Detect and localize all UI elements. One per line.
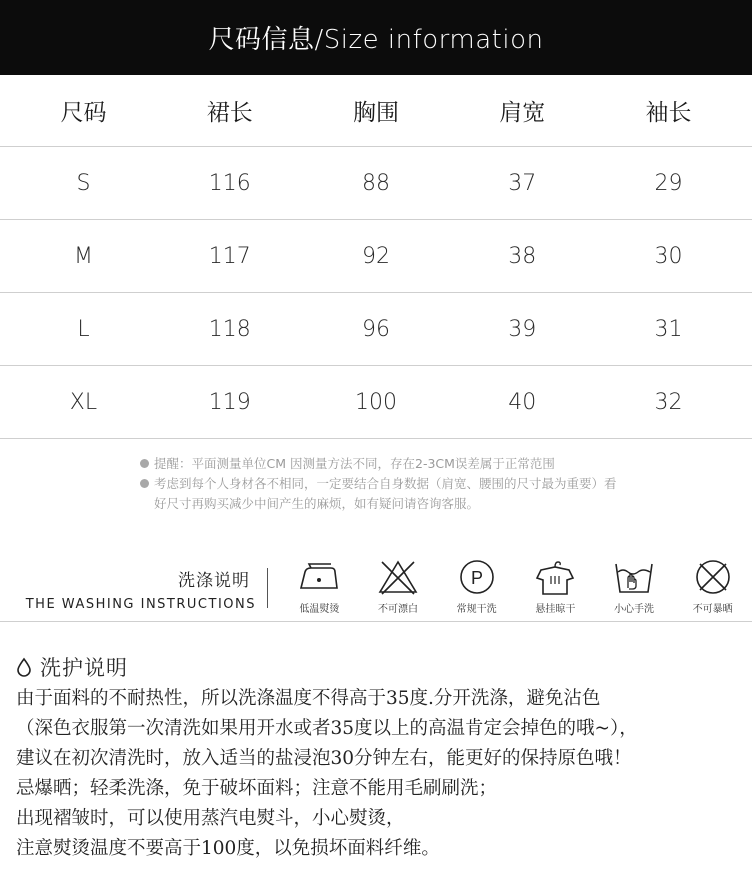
table-cell: 119 [208, 389, 251, 415]
care-line: （深色衣服第一次清洗如果用开水或者35度以上的高温肯定会掉色的哦~）， [16, 718, 638, 739]
care-instructions [16, 684, 746, 864]
note-text: 提醒：平面测量单位CM 因测量方法不同，存在2-3CM误差属于正常范围 [154, 456, 555, 471]
wash-symbol [280, 558, 359, 615]
table-cell: S [76, 170, 91, 196]
note-text: 考虑到每个人身材各不相同，一定要结合自身数据（肩宽、腰围的尺寸最为重要）看好尺寸再购买减少中间产生的麻烦，如有疑问请咨询客服。 [154, 476, 617, 511]
table-cell: 32 [654, 389, 683, 415]
svg-text:P: P [470, 568, 483, 588]
table-cell: 88 [361, 170, 390, 196]
column-header: 裙长 [206, 100, 253, 126]
care-line: 出现褶皱时，可以使用蒸汽电熨斗，小心熨烫， [16, 808, 405, 829]
care-line: 由于面料的不耐热性，所以洗涤温度不得高于35度.分开洗涤，避免沾色 [16, 688, 601, 709]
column-header: 肩宽 [499, 100, 546, 126]
table-row [0, 220, 752, 293]
table-cell: 37 [508, 170, 537, 196]
no-bleach-icon [376, 558, 420, 596]
column-header: 胸围 [352, 100, 399, 126]
wash-symbol-label: 悬挂晾干 [535, 604, 576, 615]
table-row [0, 366, 752, 439]
note-item [140, 454, 620, 474]
size-table [0, 75, 752, 439]
section-divider [0, 621, 752, 622]
wash-symbol-label: 不可暴晒 [692, 604, 733, 615]
table-cell: 117 [208, 243, 251, 269]
iron-low-temp-icon [297, 558, 341, 596]
table-cell: 38 [508, 243, 537, 269]
care-line: 建议在初次清洗时，放入适当的盐浸泡30分钟左右，能更好的保持原色哦！ [16, 748, 632, 769]
wash-symbol-label: 低温熨烫 [299, 604, 340, 615]
table-cell: 96 [361, 316, 390, 342]
washing-title-en: THE WASHING INSTRUCTIONS [25, 597, 256, 612]
wash-symbol-label: 小心手洗 [614, 604, 655, 615]
measurement-notes [140, 454, 620, 514]
table-cell: 40 [508, 389, 537, 415]
column-header: 尺码 [60, 100, 107, 126]
bullet-icon [140, 474, 154, 514]
wash-symbol [595, 558, 674, 615]
vertical-divider [267, 568, 268, 608]
header-title: 尺码信息/Size information [208, 25, 544, 55]
washing-icons [280, 558, 752, 615]
hand-wash-icon [612, 558, 656, 596]
table-header-row [0, 75, 752, 147]
washing-title [12, 566, 256, 612]
care-line: 注意熨烫温度不要高于100度，以免损坏面料纤维。 [16, 838, 440, 859]
table-cell: 100 [354, 389, 397, 415]
table-cell: M [73, 243, 93, 269]
care-heading [16, 652, 128, 682]
wash-symbol [516, 558, 595, 615]
table-row [0, 293, 752, 366]
table-cell: 116 [208, 170, 251, 196]
wash-symbol-label: 不可漂白 [378, 604, 418, 615]
table-cell: 30 [654, 243, 683, 269]
care-line: 忌爆晒；轻柔洗涤，免于破坏面料；注意不能用毛刷刷洗； [16, 778, 498, 799]
column-header: 袖长 [645, 100, 692, 126]
header-banner [0, 0, 752, 75]
wash-symbol [673, 558, 752, 615]
hang-dry-shade-icon [533, 558, 577, 596]
wash-symbol-label: 常规干洗 [456, 604, 497, 615]
table-cell: 39 [508, 316, 537, 342]
dry-clean-p-icon [455, 558, 499, 596]
table-cell: 31 [654, 316, 683, 342]
table-cell: 29 [654, 170, 683, 196]
no-tumble-dry-icon [691, 558, 735, 596]
bullet-icon [140, 454, 154, 474]
water-drop-icon [16, 657, 32, 677]
table-cell: XL [69, 389, 98, 415]
washing-title-cn: 洗涤说明 [178, 571, 250, 591]
wash-symbol [437, 558, 516, 615]
table-cell: 118 [208, 316, 251, 342]
table-cell: 92 [361, 243, 390, 269]
note-item [140, 474, 620, 514]
table-row [0, 147, 752, 220]
wash-symbol [359, 558, 438, 615]
care-title: 洗护说明 [40, 656, 128, 680]
table-cell: L [77, 316, 90, 342]
